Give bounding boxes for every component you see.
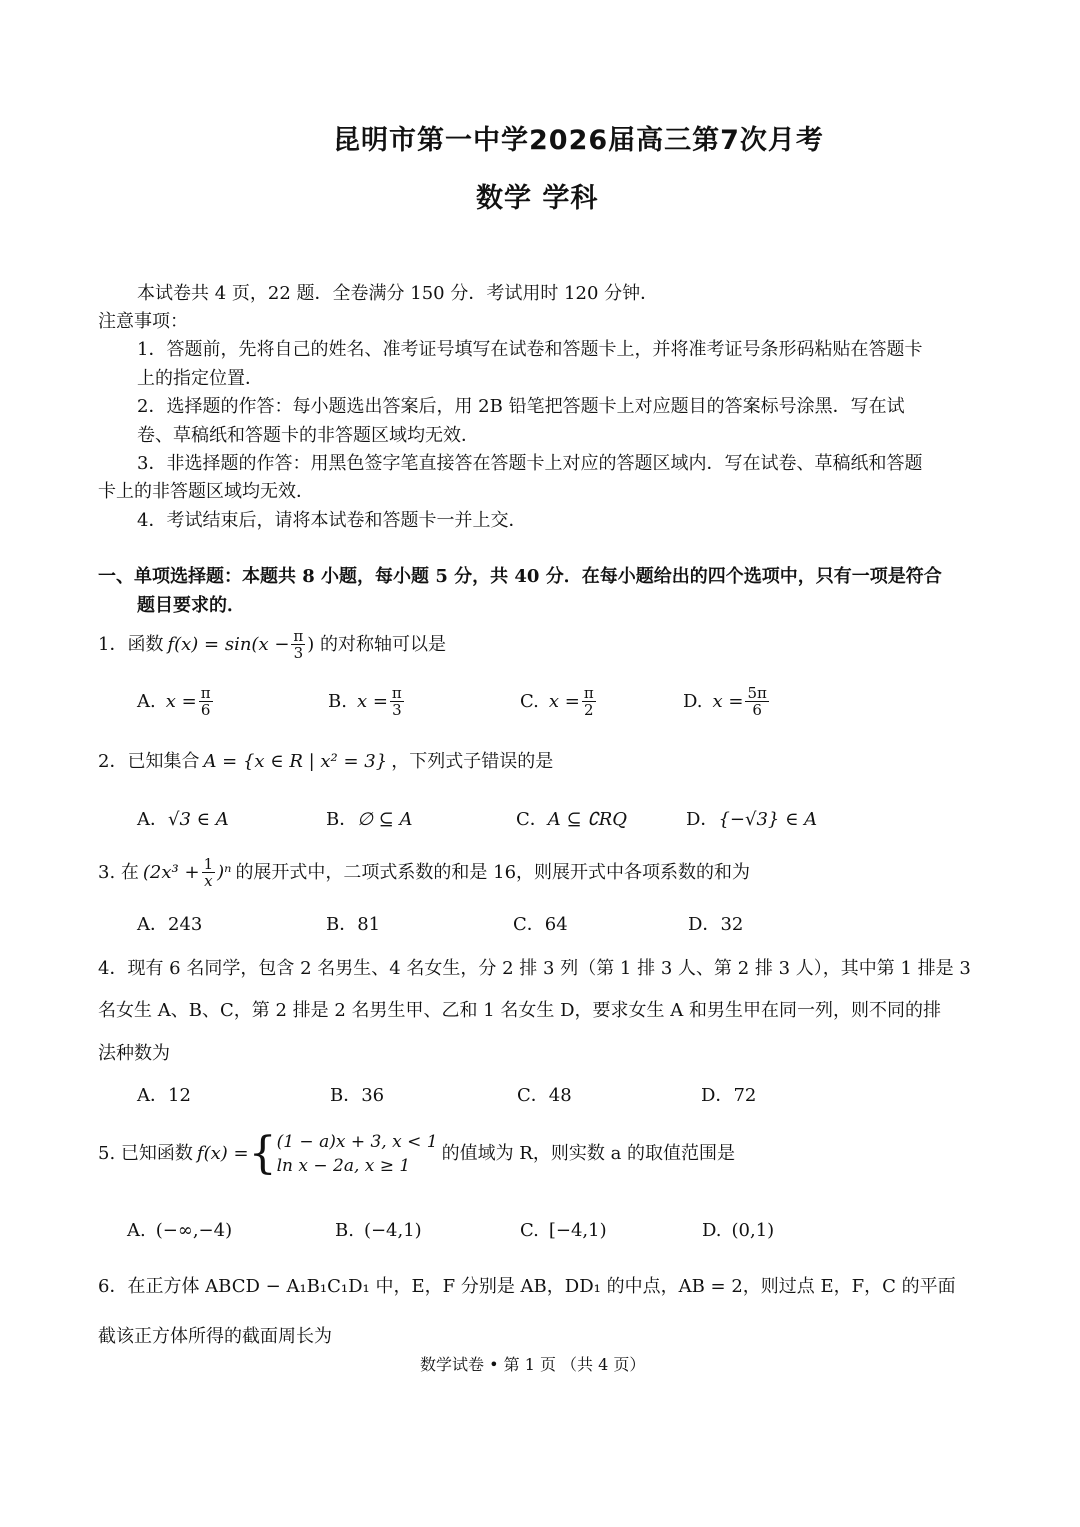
question-4: 4．现有 6 名同学，包含 2 名男生、4 名女生，分 2 排 3 列（第 1 排 3 人、第 2 排 3 人），其中第 1 排是 3 [98, 958, 971, 979]
option-text: A ⊆ ∁RQ [547, 809, 628, 830]
note-1-cont: 上的指定位置． [137, 368, 263, 389]
note-2-cont: 卷、草稿纸和答题卡的非答题区域均无效． [137, 425, 479, 446]
option-text: (−4,1) [363, 1220, 422, 1241]
option-label: C． [516, 809, 548, 830]
option-label: C． [517, 1085, 549, 1106]
question-1 [98, 628, 446, 661]
option-lhs: x = [165, 690, 197, 712]
option-label: D. [683, 690, 703, 712]
option-label: D． [701, 1085, 734, 1106]
q1-frac-den: 3 [293, 644, 304, 662]
option-label: C. [520, 1220, 539, 1241]
q1-option-c [520, 685, 598, 718]
q4-option-c [517, 1082, 572, 1110]
q4-option-b [330, 1082, 384, 1110]
notice-heading: 注意事项： [98, 311, 188, 332]
note-4: 4．考试结束后，请将本试卷和答题卡一并上交． [137, 510, 527, 531]
option-label: B. [328, 690, 347, 712]
option-label: B． [326, 914, 358, 935]
option-den: 3 [392, 701, 402, 719]
option-label: A. [127, 1220, 146, 1241]
option-label: A． [137, 914, 168, 935]
question-4-cont2: 法种数为 [98, 1043, 170, 1064]
option-label: B． [326, 809, 358, 830]
page-footer: 数学试卷 • 第 1 页 （共 4 页） [420, 1355, 646, 1374]
q2-option-a [137, 806, 229, 834]
q3-option-b [326, 911, 380, 939]
option-text: √3 ∈ A [168, 809, 229, 830]
option-label: C． [513, 914, 545, 935]
q1-option-a [137, 685, 215, 718]
option-den: 2 [583, 701, 594, 719]
question-3 [98, 856, 750, 889]
option-text: 48 [548, 1085, 572, 1106]
q5-option-c [520, 1217, 607, 1245]
q2-option-b [326, 806, 412, 834]
q1-option-b [328, 685, 406, 718]
q3-frac-num: 1 [203, 855, 214, 873]
q5-option-b [335, 1217, 422, 1245]
section-1-heading: 一、单项选择题：本题共 8 小题，每小题 5 分，共 40 分．在每小题给出的四个选项中，只有一项是符合 [98, 566, 942, 587]
option-label: D． [686, 809, 719, 830]
q3-expr-a: (2x³ + [142, 861, 200, 883]
q1-fraction [291, 628, 305, 661]
q5-suffix: 的值域为 R，则实数 a 的取值范围是 [441, 1143, 736, 1164]
question-4-cont: 名女生 A、B、C，第 2 排是 2 名男生甲、乙和 1 名女生 D，要求女生 A 和男生甲在同一列，则不同的排 [98, 1000, 941, 1021]
q2-option-d [686, 806, 817, 834]
option-den: 6 [752, 701, 762, 719]
q3-option-a [137, 911, 202, 939]
option-num: π [200, 684, 211, 702]
option-label: A． [137, 809, 168, 830]
option-text: 32 [720, 914, 744, 935]
option-label: B. [335, 1220, 354, 1241]
option-text: [−4,1) [548, 1220, 607, 1241]
option-label: C. [520, 690, 539, 712]
q5-option-d [702, 1217, 774, 1245]
option-text: 81 [357, 914, 381, 935]
q1-frac-num: π [293, 627, 304, 645]
q2-prefix: 2．已知集合 [98, 751, 200, 772]
q2-option-c [516, 806, 627, 834]
option-label: A. [137, 690, 156, 712]
q3-prefix: 3. 在 [98, 861, 139, 883]
option-text: 36 [361, 1085, 385, 1106]
option-label: A． [137, 1085, 168, 1106]
subject-title: 数学 学科 [476, 183, 599, 214]
q3-frac-den: x [204, 872, 213, 890]
q3-option-d [688, 911, 743, 939]
exam-summary: 本试卷共 4 页，22 题．全卷满分 150 分．考试用时 120 分钟． [137, 283, 659, 304]
section-1-heading-cont: 题目要求的． [137, 595, 245, 616]
question-6: 6．在正方体 ABCD − A₁B₁C₁D₁ 中，E，F 分别是 AB，DD₁ 的中点，AB = 2，则过点 E，F，C 的平面 [98, 1276, 956, 1297]
q1-prefix: 1．函数 [98, 633, 164, 655]
option-num: π [391, 684, 402, 702]
option-num: 5π [747, 684, 767, 702]
exam-title: 昆明市第一中学2026届高三第7次月考 [333, 125, 824, 156]
option-lhs: x = [356, 690, 388, 712]
option-lhs: x = [548, 690, 580, 712]
option-num: π [583, 684, 594, 702]
q3-option-c [513, 911, 568, 939]
question-5 [98, 1130, 735, 1178]
q5-case-2: ln x − 2a, x ≥ 1 [276, 1156, 411, 1176]
option-den: 6 [200, 701, 211, 719]
q5-cases [277, 1130, 438, 1178]
q5-brace: { [248, 1128, 277, 1179]
note-3: 3．非选择题的作答：用黑色签字笔直接答在答题卡上对应的答题区域内．写在试卷、草稿纸和答题 [137, 453, 923, 474]
note-2: 2．选择题的作答：每小题选出答案后，用 2B 铅笔把答题卡上对应题目的答案标号涂黑．写在试 [137, 396, 905, 417]
option-text: (−∞,−4) [155, 1220, 233, 1241]
q5-prefix: 5. 已知函数 [98, 1143, 193, 1164]
option-text: 72 [733, 1085, 757, 1106]
option-label: D． [688, 914, 721, 935]
q1-func: f(x) = sin(x − [167, 633, 290, 655]
question-6-cont: 截该正方体所得的截面周长为 [98, 1326, 332, 1347]
q5-case-1: (1 − a)x + 3, x < 1 [276, 1132, 438, 1152]
q2-set: A = {x ∈ R | x² = 3} [203, 751, 388, 772]
q1-option-d [683, 685, 771, 718]
q5-func: f(x) = [196, 1143, 249, 1164]
option-label: B． [330, 1085, 362, 1106]
q4-option-d [701, 1082, 756, 1110]
option-text: 64 [544, 914, 568, 935]
q3-expr-b: )ⁿ [217, 861, 232, 883]
option-text: (0,1) [731, 1220, 775, 1241]
option-text: 243 [168, 914, 203, 935]
note-3-cont: 卡上的非答题区域均无效． [98, 481, 314, 502]
option-lhs: x = [712, 690, 744, 712]
option-text: ∅ ⊆ A [357, 809, 413, 830]
q4-option-a [137, 1082, 191, 1110]
q2-suffix: ，下列式子错误的是 [391, 751, 554, 772]
q5-option-a [127, 1217, 232, 1245]
option-label: D. [702, 1220, 722, 1241]
option-text: 12 [168, 1085, 191, 1106]
question-2 [98, 748, 553, 776]
q3-suffix: 的展开式中，二项式系数的和是 16，则展开式中各项系数的和为 [235, 861, 751, 883]
q1-suffix: ) 的对称轴可以是 [307, 633, 447, 655]
option-text: {−√3} ∈ A [718, 809, 818, 830]
note-1: 1．答题前，先将自己的姓名、准考证号填写在试卷和答题卡上，并将准考证号条形码粘贴在答题卡 [137, 339, 923, 360]
